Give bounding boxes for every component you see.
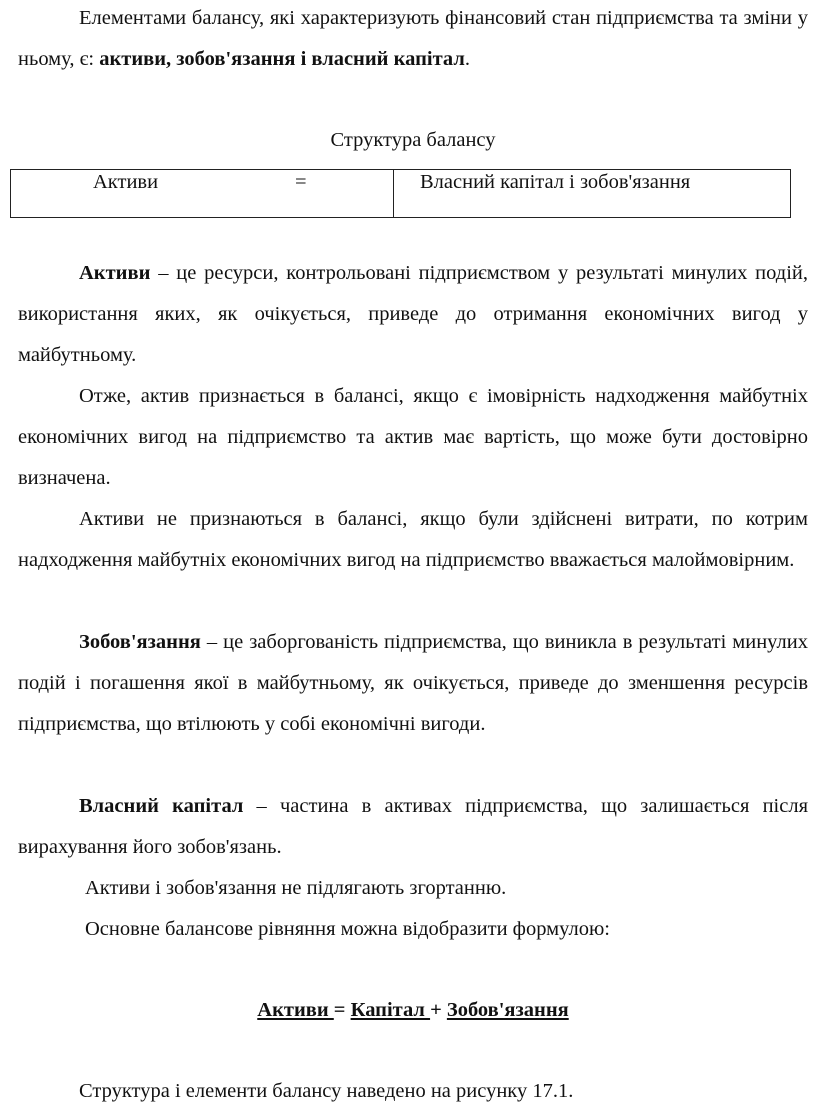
balance-structure-table xyxy=(10,169,791,218)
assets-definition xyxy=(18,253,808,376)
intro-end: . xyxy=(464,48,470,70)
table-cell-equity-liabilities xyxy=(394,170,790,217)
assets-definition-text: – це ресурси, контрольовані підприємством у результаті минулих подій, використання яких, як очікується, приведе до отримання економічних вигод у майбутньому. xyxy=(18,262,808,366)
formula-equals: = xyxy=(333,999,351,1021)
balance-equation xyxy=(18,990,808,1031)
equity-term: Власний капітал xyxy=(79,795,244,817)
intro-text: Елементами балансу, які характеризують фінансовий стан підприємства та зміни у ньому, є: xyxy=(18,7,808,70)
intro-bold-text: активи, зобов'язання і власний капітал xyxy=(99,48,465,70)
table-equals-sign: = xyxy=(295,171,307,193)
figure-reference-paragraph: Структура і елементи балансу наведено на рисунку 17.1. xyxy=(79,1080,574,1102)
formula-intro-paragraph: Основне балансове рівняння можна відобразити формулою: xyxy=(85,918,610,940)
liabilities-term: Зобов'язання xyxy=(79,631,201,653)
table-caption: Структура балансу xyxy=(330,129,496,151)
no-offset-paragraph: Активи і зобов'язання не підлягають згортанню. xyxy=(85,877,507,899)
table-cell-assets xyxy=(11,170,394,217)
formula-assets: Активи xyxy=(257,999,334,1021)
table-assets-label: Активи xyxy=(93,171,159,193)
equity-definition-text: – частина в активах підприємства, що залишається після вирахування його зобов'язань. xyxy=(18,795,808,858)
liabilities-definition xyxy=(18,622,808,745)
formula-plus: + xyxy=(430,999,447,1021)
asset-non-recognition-paragraph: Активи не признаються в балансі, якщо були здійснені витрати, по котрим надходження майбутніх економічних вигод на підприємство вважається малоймовірним. xyxy=(18,508,808,571)
intro-paragraph xyxy=(18,0,808,80)
assets-term: Активи xyxy=(79,262,151,284)
formula-liabilities: Зобов'язання xyxy=(446,999,569,1021)
equity-definition xyxy=(18,786,808,868)
table-equity-liabilities-label: Власний капітал і зобов'язання xyxy=(420,171,691,193)
liabilities-definition-text: – це заборгованість підприємства, що виникла в результаті минулих подій і погашення якої в майбутньому, як очікується, приведе до зменшення ресурсів підприємства, що втілюють у собі економічні вигоди. xyxy=(18,631,808,735)
asset-recognition-paragraph: Отже, актив признається в балансі, якщо є імовірність надходження майбутніх економічних вигод на підприємство та актив має вартість, що може бути достовірно визначена. xyxy=(18,385,808,489)
formula-capital: Капітал xyxy=(350,999,431,1021)
